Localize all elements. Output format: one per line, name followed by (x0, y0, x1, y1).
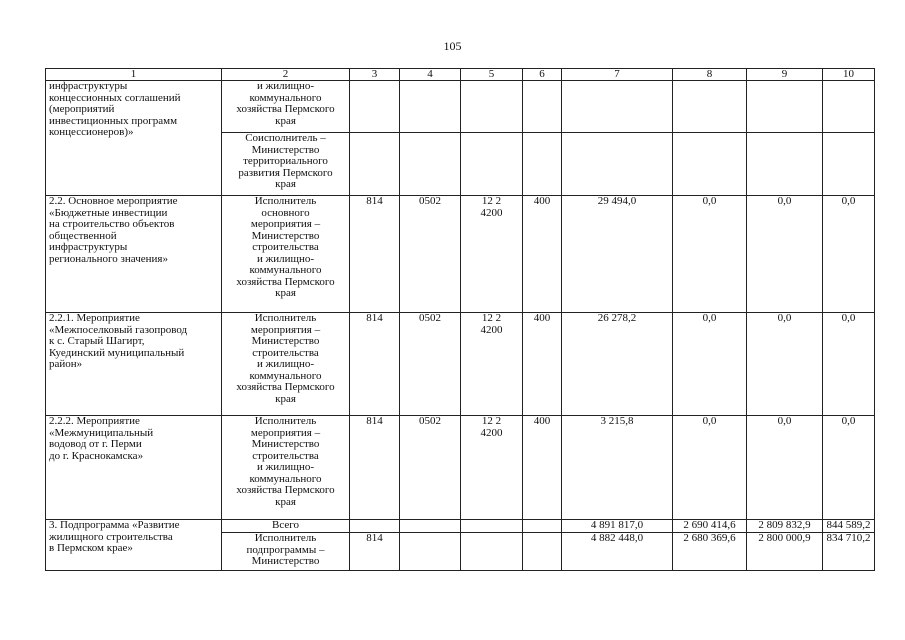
cell-executor: Исполнитель мероприятия – Министерство строительства и жилищно- коммунального хозяйства Пермского края (222, 416, 350, 520)
cell-activity: 2.2.1. Мероприятие «Межпоселковый газопровод к с. Старый Шагирт, Куединский муниципальный район» (46, 313, 222, 416)
header-cell: 5 (461, 69, 523, 81)
table-row (46, 416, 875, 520)
header-cell: 9 (747, 69, 823, 81)
cell-col6 (523, 533, 562, 571)
cell-col9 (747, 81, 823, 133)
cell-col9: 2 809 832,9 (747, 520, 823, 533)
cell-executor: Всего (222, 520, 350, 533)
cell-col5 (461, 133, 523, 196)
table-row (46, 520, 875, 533)
cell-col9: 0,0 (747, 313, 823, 416)
cell-col8: 0,0 (673, 196, 747, 313)
cell-col5 (461, 520, 523, 533)
cell-col10: 0,0 (823, 313, 875, 416)
cell-col4 (400, 133, 461, 196)
table-header (46, 69, 875, 81)
table-row (46, 196, 875, 313)
cell-activity: инфраструктуры концессионных соглашений (мероприятий инвестиционных программ концессионеров)» (46, 81, 222, 196)
cell-col7: 3 215,8 (562, 416, 673, 520)
cell-col9 (747, 133, 823, 196)
cell-col5 (461, 533, 523, 571)
header-cell: 4 (400, 69, 461, 81)
cell-col8: 0,0 (673, 416, 747, 520)
header-cell: 3 (350, 69, 400, 81)
cell-activity: 2.2. Основное мероприятие «Бюджетные инвестиции на строительство объектов общественной инфраструктуры регионального значения» (46, 196, 222, 313)
header-cell: 6 (523, 69, 562, 81)
cell-col3: 814 (350, 313, 400, 416)
cell-col4 (400, 81, 461, 133)
page-number: 105 (443, 39, 462, 53)
header-cell: 10 (823, 69, 875, 81)
cell-col5: 12 2 4200 (461, 416, 523, 520)
cell-col9: 0,0 (747, 416, 823, 520)
cell-col8: 2 680 369,6 (673, 533, 747, 571)
cell-activity: 3. Подпрограмма «Развитие жилищного строительства в Пермском крае» (46, 520, 222, 571)
cell-col8: 2 690 414,6 (673, 520, 747, 533)
cell-col4 (400, 533, 461, 571)
cell-col8 (673, 81, 747, 133)
cell-col10 (823, 133, 875, 196)
table-row (46, 313, 875, 416)
header-cell: 1 (46, 69, 222, 81)
cell-col5: 12 2 4200 (461, 196, 523, 313)
cell-col6 (523, 133, 562, 196)
cell-col5: 12 2 4200 (461, 313, 523, 416)
cell-col10: 0,0 (823, 416, 875, 520)
cell-col3 (350, 81, 400, 133)
cell-col4: 0502 (400, 196, 461, 313)
cell-col7 (562, 133, 673, 196)
cell-col7 (562, 81, 673, 133)
cell-col4: 0502 (400, 313, 461, 416)
cell-col8 (673, 133, 747, 196)
header-cell: 2 (222, 69, 350, 81)
cell-col8: 0,0 (673, 313, 747, 416)
cell-col6 (523, 81, 562, 133)
cell-col9: 0,0 (747, 196, 823, 313)
program-table (45, 68, 875, 571)
cell-col6: 400 (523, 416, 562, 520)
cell-col10: 844 589,2 (823, 520, 875, 533)
cell-executor: Исполнитель подпрограммы – Министерство (222, 533, 350, 571)
cell-col6: 400 (523, 196, 562, 313)
cell-col7: 26 278,2 (562, 313, 673, 416)
cell-col7: 29 494,0 (562, 196, 673, 313)
cell-col6 (523, 520, 562, 533)
cell-col3: 814 (350, 196, 400, 313)
cell-executor: Исполнитель мероприятия – Министерство строительства и жилищно- коммунального хозяйства Пермского края (222, 313, 350, 416)
cell-col10: 834 710,2 (823, 533, 875, 571)
cell-executor: и жилищно- коммунального хозяйства Пермского края (222, 81, 350, 133)
cell-col7: 4 891 817,0 (562, 520, 673, 533)
cell-col5 (461, 81, 523, 133)
cell-col9: 2 800 000,9 (747, 533, 823, 571)
cell-executor: Соисполнитель – Министерство территориального развития Пермского края (222, 133, 350, 196)
cell-col4: 0502 (400, 416, 461, 520)
cell-col4 (400, 520, 461, 533)
cell-executor: Исполнитель основного мероприятия – Министерство строительства и жилищно- коммунального хозяйства Пермского края (222, 196, 350, 313)
cell-col3 (350, 520, 400, 533)
cell-col7: 4 882 448,0 (562, 533, 673, 571)
cell-col3: 814 (350, 416, 400, 520)
cell-col6: 400 (523, 313, 562, 416)
cell-col10 (823, 81, 875, 133)
cell-col10: 0,0 (823, 196, 875, 313)
cell-col3 (350, 133, 400, 196)
header-cell: 8 (673, 69, 747, 81)
table-row (46, 81, 875, 133)
cell-col3: 814 (350, 533, 400, 571)
header-cell: 7 (562, 69, 673, 81)
cell-activity: 2.2.2. Мероприятие «Межмуниципальный водовод от г. Перми до г. Краснокамска» (46, 416, 222, 520)
